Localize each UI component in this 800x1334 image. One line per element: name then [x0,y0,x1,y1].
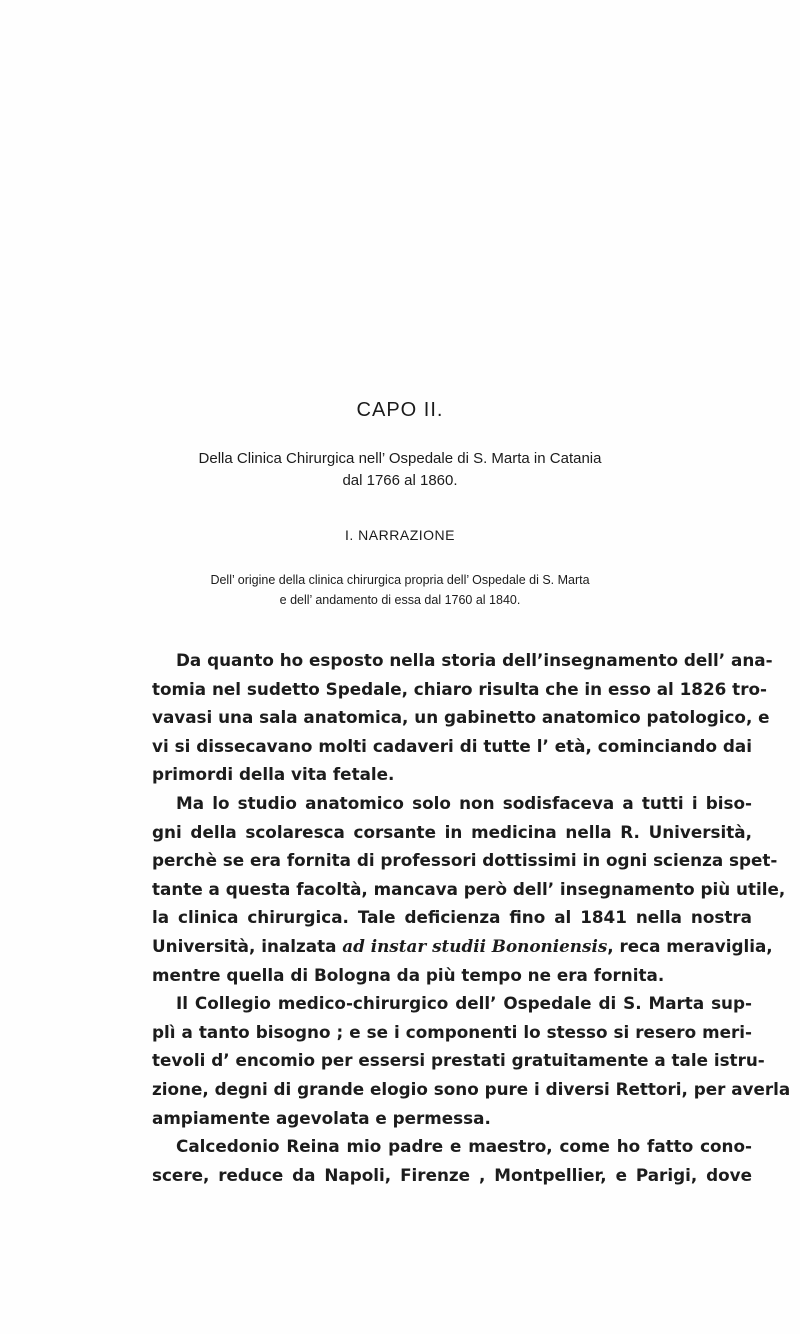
chapter-subtitle-line: Della Clinica Chirurgica nell’ Ospedale di S. Marta in Catania [198,450,602,467]
text-line: primordi della vita fetale. [152,764,395,785]
text-line: Ma lo studio anatomico solo non sodisfaceva a tutti i biso- [176,792,752,813]
text-line: vavasi una sala anatomica, un gabinetto anatomico patologico, e [152,707,770,728]
text-line: ampiamente agevolata e permessa. [152,1107,491,1128]
text-line: tomia nel sudetto Spedale, chiaro risulta che in esso al 1826 tro- [152,678,767,699]
body-text [152,646,791,1189]
chapter-subtitle-line: dal 1766 al 1860. [342,472,458,489]
text-line: Il Collegio medico-chirurgico dell’ Ospedale di S. Marta sup- [176,993,752,1014]
text-line: tante a questa facoltà, mancava però dell’ insegnamento più utile, [152,878,786,899]
text-line: perchè se era fornita di professori dottissimi in ogni scienza spet- [152,850,778,871]
text-line: zione, degni di grande elogio sono pure i diversi Rettori, per averla [152,1078,791,1099]
text-line: mentre quella di Bologna da più tempo ne era fornita. [152,964,665,985]
section-summary-line: Dell’ origine della clinica chirurgica propria dell’ Ospedale di S. Marta [210,573,590,587]
text-line: Calcedonio Reina mio padre e maestro, come ho fatto cono- [176,1136,752,1157]
text-line: plì a tanto bisogno ; e se i componenti lo stesso si resero meri- [152,1021,752,1042]
text-line: la clinica chirurgica. Tale deficienza fino al 1841 nella nostra [152,907,752,928]
section-summary [0,570,800,610]
text-line-mixed [152,932,773,961]
section-summary-line: e dell’ andamento di essa dal 1760 al 1840. [279,593,521,607]
text-line: Da quanto ho esposto nella storia dell’insegnamento dell’ ana- [176,650,773,670]
chapter-title: CAPO II. [356,399,444,421]
text-segment: , reca meraviglia, [607,935,773,956]
text-line: gni della scolaresca corsante in medicina nella R. Università, [152,821,752,842]
text-line: tevoli d’ encomio per essersi prestati gratuitamente a tale istru- [152,1050,765,1071]
section-heading: I. NARRAZIONE [345,527,455,543]
chapter-subtitle [0,448,800,492]
text-line: scere, reduce da Napoli, Firenze , Montpellier, e Parigi, dove [152,1164,752,1185]
italic-latin-phrase: ad instar studii Bononiensis [342,935,608,956]
text-line: vi si dissecavano molti cadaveri di tutte l’ età, cominciando dai [152,735,752,756]
text-segment: Università, inalzata [152,935,343,956]
